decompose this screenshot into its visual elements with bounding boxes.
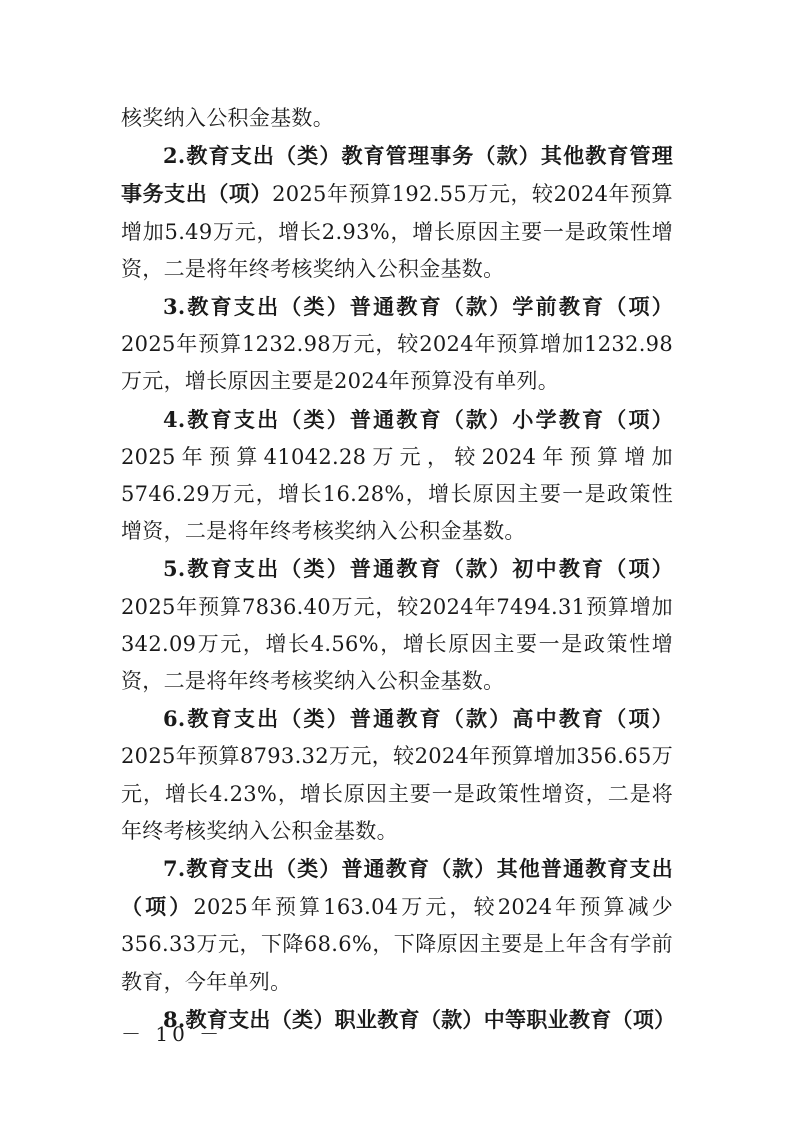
paragraph-item-2	[121, 137, 673, 288]
paragraph-heading: 5.教育支出（类）普通教育（款）初中教育（项）	[163, 556, 673, 582]
paragraph-item-5	[121, 550, 673, 700]
paragraph-item-4	[121, 401, 673, 551]
paragraph-heading: 7.教育支出（类）普通教育（款）其他普通教育支出（项）	[121, 856, 673, 920]
paragraph-item-6	[121, 700, 673, 850]
paragraph-body: 2025年预算41042.28万元，较2024年预算增加5746.29万元，增长16.28%，增长原因主要一是政策性增资，二是将年终考核奖纳入公积金基数。	[121, 444, 673, 544]
page-number: － 10 －	[121, 1022, 224, 1046]
paragraph-heading: 4.教育支出（类）普通教育（款）小学教育（项）	[163, 406, 673, 432]
document-body	[121, 100, 676, 1039]
paragraph-body: 2025年预算1232.98万元，较2024年预算增加1232.98万元，增长原因主要是2024年预算没有单列。	[121, 332, 673, 394]
paragraph-body: 2025年预算192.55万元，较2024年预算增加5.49万元，增长2.93%，增长原因主要一是政策性增资，二是将年终考核奖纳入公积金基数。	[121, 182, 673, 281]
paragraph-heading: 3.教育支出（类）普通教育（款）学前教育（项）	[163, 294, 673, 320]
paragraph-heading: 2.教育支出（类）教育管理事务（款）其他教育管理事务支出（项）	[121, 143, 673, 207]
paragraph-body: 2025年预算7836.40万元，较2024年7494.31预算增加342.09万元，增长4.56%，增长原因主要一是政策性增资，二是将年终考核奖纳入公积金基数。	[121, 594, 673, 694]
paragraph-body: 核奖纳入公积金基数。	[121, 106, 334, 130]
paragraph-item-3	[121, 288, 673, 401]
paragraph-body: 2025年预算163.04万元，较2024年预算减少356.33万元，下降68.6%，下降原因主要是上年含有学前教育，今年单列。	[121, 895, 673, 994]
paragraph-continuation	[121, 100, 673, 137]
paragraph-body: 2025年预算8793.32万元，较2024年预算增加356.65万元，增长4.23%，增长原因主要一是政策性增资，二是将年终考核奖纳入公积金基数。	[121, 744, 673, 843]
paragraph-heading: 8.教育支出（类）职业教育（款）中等职业教育（项）	[163, 1006, 676, 1032]
paragraph-heading: 6.教育支出（类）普通教育（款）高中教育（项）	[163, 706, 673, 732]
paragraph-item-7	[121, 850, 673, 1001]
